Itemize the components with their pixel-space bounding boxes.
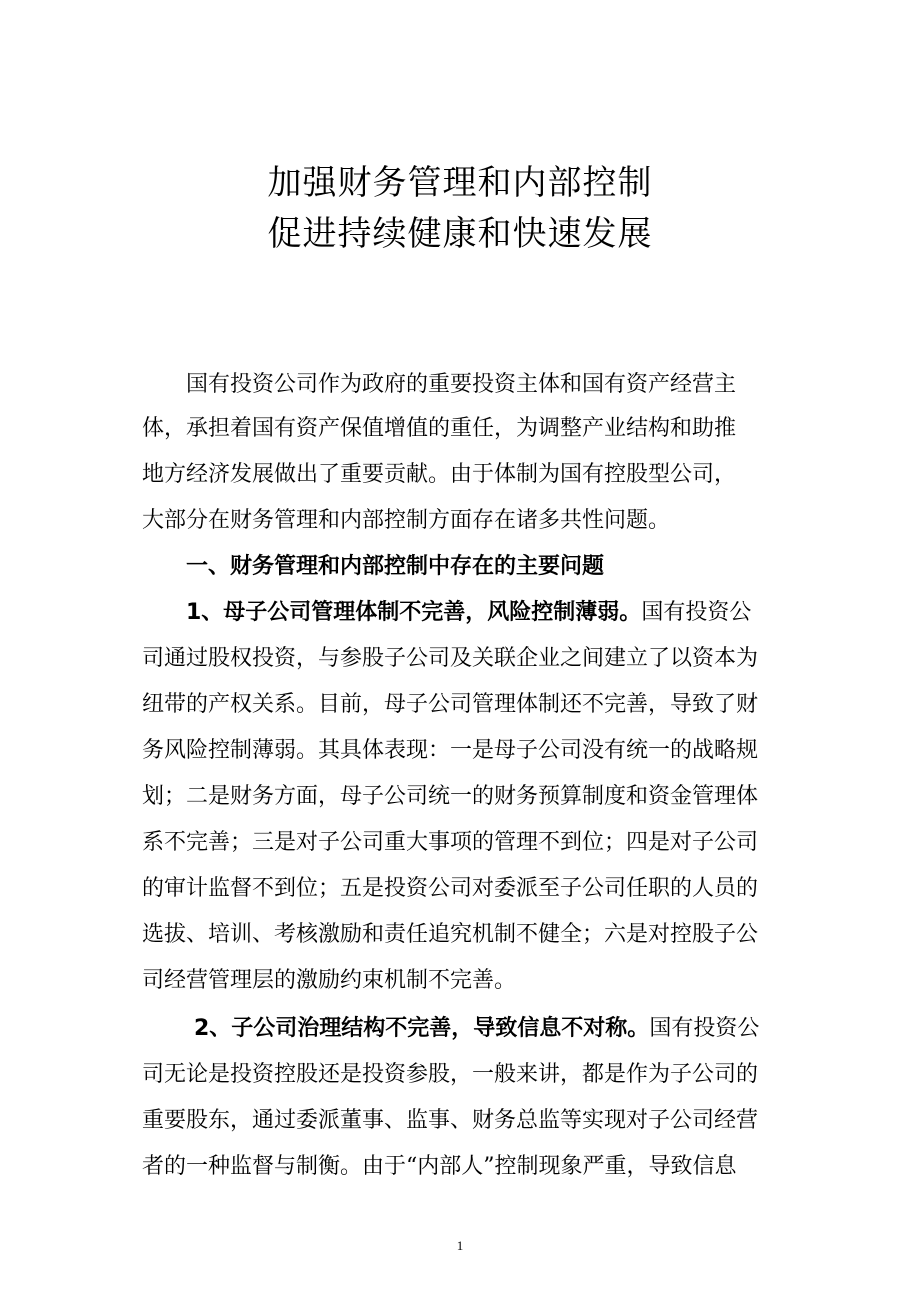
- item-1-line: 司通过股权投资，与参股子公司及关联企业之间建立了以资本为: [142, 646, 759, 671]
- section-heading: 一、财务管理和内部控制中存在的主要问题: [186, 554, 605, 579]
- document-title-line-2: 促进持续健康和快速发展: [267, 214, 653, 254]
- page-number: 1: [456, 1238, 464, 1253]
- item-1-heading: 1、母子公司管理体制不完善，风险控制薄弱。: [186, 600, 642, 625]
- item-2-line: 者的一种监督与制衡。由于“内部人”控制现象严重，导致信息: [142, 1154, 737, 1179]
- item-1-line: 司经营管理层的激励约束机制不完善。: [142, 968, 517, 993]
- item-1-first-line-text: 国有投资公: [641, 600, 752, 625]
- intro-line: 国有投资公司作为政府的重要投资主体和国有资产经营主: [186, 372, 737, 397]
- item-1-line: 选拔、培训、考核激励和责任追究机制不健全；六是对控股子公: [142, 922, 759, 947]
- item-2-heading: 2、子公司治理结构不完善，导致信息不对称。: [194, 1016, 650, 1041]
- item-1-line: 务风险控制薄弱。其具体表现：一是母子公司没有统一的战略规: [142, 738, 759, 763]
- intro-line: 体，承担着国有资产保值增值的重任，为调整产业结构和助推: [142, 416, 737, 441]
- item-1-first-line: [186, 598, 751, 628]
- intro-line: 大部分在财务管理和内部控制方面存在诸多共性问题。: [142, 508, 671, 533]
- intro-line: 地方经济发展做出了重要贡献。由于体制为国有控股型公司，: [142, 462, 737, 487]
- document-title-line-1: 加强财务管理和内部控制: [267, 163, 653, 203]
- item-1-line: 系不完善；三是对子公司重大事项的管理不到位；四是对子公司: [142, 830, 759, 855]
- item-2-first-line: [194, 1014, 759, 1044]
- item-1-line: 的审计监督不到位；五是投资公司对委派至子公司任职的人员的: [142, 876, 759, 901]
- item-1-line: 划；二是财务方面，母子公司统一的财务预算制度和资金管理体: [142, 784, 759, 809]
- item-2-line: 司无论是投资控股还是投资参股，一般来讲，都是作为子公司的: [142, 1062, 759, 1087]
- item-2-first-line-text: 国有投资公: [649, 1016, 760, 1041]
- item-1-line: 纽带的产权关系。目前，母子公司管理体制还不完善，导致了财: [142, 692, 759, 717]
- item-2-line: 重要股东，通过委派董事、监事、财务总监等实现对子公司经营: [142, 1108, 759, 1133]
